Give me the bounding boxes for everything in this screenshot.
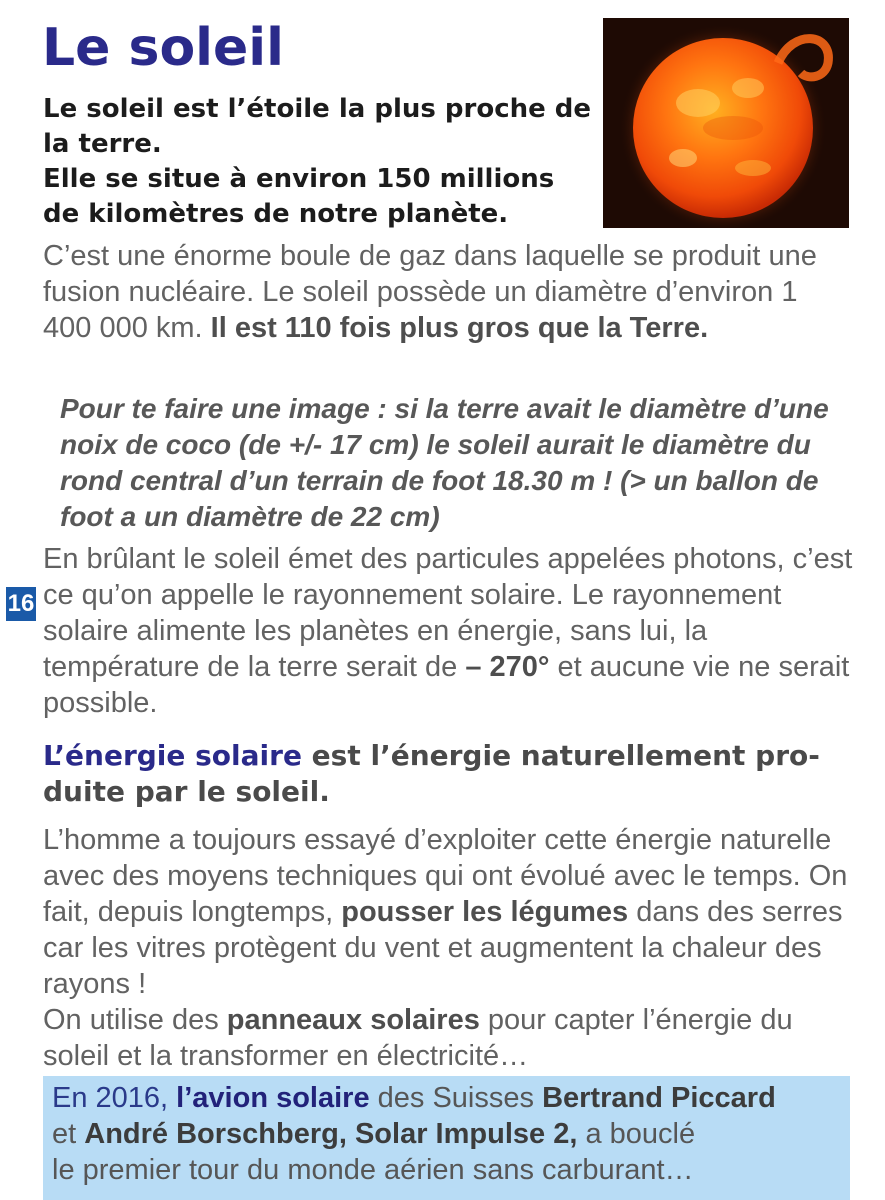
paragraph-text: C’est une énorme boule de gaz dans laquelle se produit une fusion nucléaire. Le soleil possède un diamètre d’environ 1 400 000 km. — [43, 240, 817, 344]
paragraph-text: dans des serres car les vitres protègent du vent et augmentent la chaleur des rayons ! — [43, 896, 843, 1000]
box-text: et — [52, 1118, 85, 1150]
paragraph-text: On utilise des — [43, 1004, 227, 1036]
sun-photo — [603, 18, 849, 228]
box-text: le premier tour du monde aérien sans carburant… — [52, 1154, 694, 1186]
paragraph-bold: panneaux solaires — [226, 1004, 480, 1036]
paragraph-radiation — [43, 541, 853, 721]
paragraph-text: pour capter l’énergie du soleil et la transformer en électricité… — [43, 1004, 793, 1072]
paragraph-exploitation — [43, 822, 853, 1074]
box-plane: l’avion solaire — [176, 1082, 370, 1114]
energy-heading-term: L’énergie solaire — [43, 739, 302, 772]
temperature-value: – 270° — [465, 651, 550, 683]
page-number-badge: 16 — [6, 587, 36, 621]
page-title: Le soleil — [42, 18, 284, 78]
paragraph-bold: pousser les légumes — [341, 896, 629, 928]
lead-text — [43, 92, 598, 232]
paragraph-text: En brûlant le soleil émet des particules appelées photons, c’est ce qu’on appelle le rayonnement solaire. Le rayonnement solaire alimente les planètes en énergie, sans lui, la température de la terre serait de — [43, 543, 853, 683]
box-year: En 2016, — [52, 1082, 169, 1114]
box-name-1: Bertrand Piccard — [542, 1082, 776, 1114]
paragraph-text: et aucune vie ne serait possible. — [43, 651, 850, 719]
lead-line-1: Le soleil est l’étoile la plus proche de la terre. — [43, 94, 592, 159]
box-text: a bouclé — [577, 1118, 696, 1150]
energy-heading — [43, 738, 843, 810]
comparison-quote: Pour te faire une image : si la terre avait le diamètre d’une noix de coco (de +/- 17 cm) le soleil aurait le diamètre du rond central d’un terrain de foot 18.30 m ! (> un ballon de foot a un diamètre de 22 cm) — [60, 393, 829, 532]
energy-heading-rest: est l’énergie naturellement produite par le soleil. — [43, 739, 820, 808]
solar-impulse-box — [43, 1076, 850, 1200]
box-text: des Suisses — [369, 1082, 543, 1114]
box-name-2: André Borschberg, Solar Impulse 2, — [84, 1118, 578, 1150]
lead-line-2: Elle se situe à environ 150 millions de kilomètres de notre planète. — [43, 164, 555, 229]
paragraph-bold: Il est 110 fois plus gros que la Terre. — [210, 312, 709, 344]
paragraph-text: L’homme a toujours essayé d’exploiter cette énergie naturelle avec des moyens techniques qui ont évolué avec le temps. On fait, depuis longtemps, — [43, 824, 848, 928]
paragraph-gas-ball — [43, 238, 853, 346]
sun-icon — [603, 18, 849, 228]
